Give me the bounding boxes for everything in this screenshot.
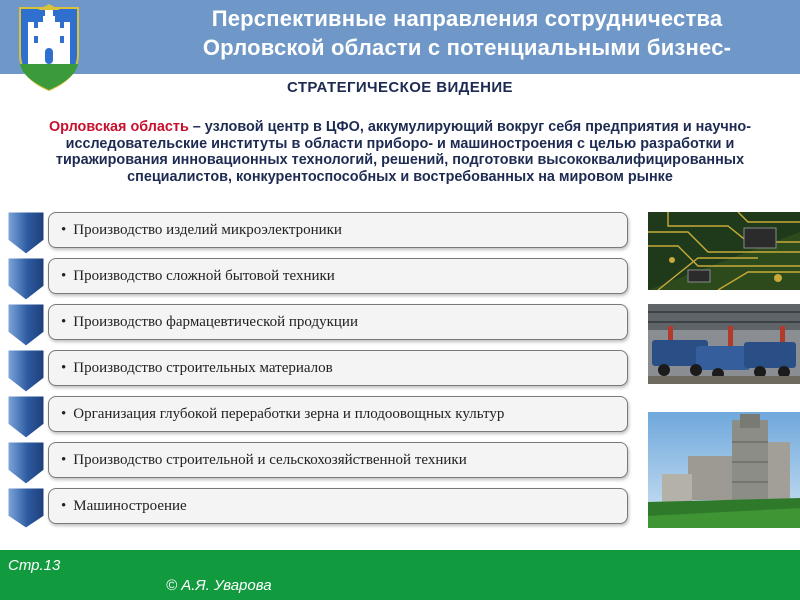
- chevron-shape-6: [8, 442, 44, 484]
- chevron-shape-2: [8, 258, 44, 300]
- bullet-glyph: •: [61, 359, 67, 376]
- list-item-label: Машиностроение: [73, 497, 187, 514]
- header-bar: [0, 0, 800, 74]
- cement-plant-photo: [648, 412, 800, 528]
- list-item: [48, 212, 628, 248]
- chevron-shape-4: [8, 350, 44, 392]
- list-item: [48, 442, 628, 478]
- chevron-shape-5: [8, 396, 44, 438]
- list-item-label: Производство изделий микроэлектроники: [73, 221, 342, 238]
- bullet-glyph: •: [61, 497, 67, 514]
- factory-photo: [648, 304, 800, 384]
- list-item: [48, 488, 628, 524]
- circuit-board-photo: [648, 212, 800, 290]
- list-item: [48, 258, 628, 294]
- list-item-label: Производство строительных материалов: [73, 359, 333, 376]
- coat-of-arms-logo: [16, 2, 82, 92]
- list-item: [48, 396, 628, 432]
- list-item-label: Организация глубокой переработки зерна и плодоовощных культур: [73, 405, 505, 422]
- intro-accent: Орловская область: [48, 119, 189, 135]
- list-item-label: Производство фармацевтической продукции: [73, 313, 358, 330]
- list-item: [48, 350, 628, 386]
- bullet-glyph: •: [61, 221, 67, 238]
- intro-text: – узловой центр в ЦФО, аккумулирующий вокруг себя предприятия и научно-исследовательские институты в области приборо- и машиностроения с целью разработки и тиражирования инновационных технологий, решений, подготовки высококвалифицированных специалистов, конкурентоспособных и востребованных на мировом рынке: [55, 119, 752, 185]
- chevron-arrows: [6, 210, 48, 530]
- author-credit: © А.Я. Уварова: [166, 577, 272, 594]
- footer-bar: [0, 550, 800, 600]
- bullet-glyph: •: [61, 267, 67, 284]
- list-item: [48, 304, 628, 340]
- section-subtitle: СТРАТЕГИЧЕСКОЕ ВИДЕНИЕ: [287, 79, 513, 96]
- title-line-1: Перспективные направления сотрудничества: [211, 6, 723, 31]
- chevron-shape-3: [8, 304, 44, 346]
- page-number: Стр.13: [8, 557, 61, 574]
- bullet-glyph: •: [61, 451, 67, 468]
- bullet-glyph: •: [61, 313, 67, 330]
- chevron-shape-1: [8, 212, 44, 254]
- title-line-2: Орловской области с потенциальными бизнес-: [202, 35, 732, 60]
- list-item-label: Производство сложной бытовой техники: [73, 267, 335, 284]
- page-title: [122, 4, 800, 62]
- chevron-shape-7: [8, 488, 44, 528]
- list-item-label: Производство строительной и сельскохозяйственной техники: [73, 451, 467, 468]
- bullet-glyph: •: [61, 405, 67, 422]
- intro-paragraph: [30, 119, 770, 185]
